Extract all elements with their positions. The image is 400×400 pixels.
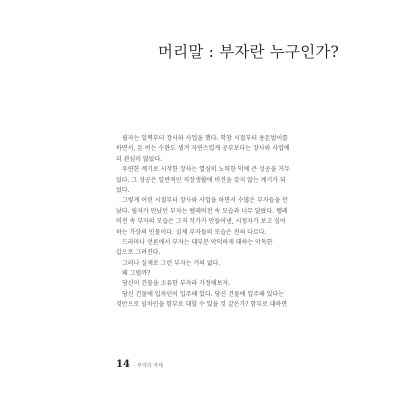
body-line: 필자는 일찍부터 장사와 사업을 했다. 학창 시절부터 용돈벌이를 <box>122 135 288 142</box>
body-line: 것만으로 임차인을 함부로 대할 수 있을 것 같은가? 함부로 대하면 <box>116 301 288 309</box>
body-line: 왜 그럴까? <box>122 270 151 278</box>
body-line: 그러나 실제로 그런 부자는 거의 없다. <box>122 259 221 267</box>
chapter-title: 머리말 : 부자란 누구인가? <box>158 43 340 61</box>
body-line: 었다. <box>116 186 130 194</box>
body-line: 당신 건물에 입차인이 입주해 있다. 당신 건물에 입주해 있다는 <box>122 290 285 298</box>
body-line: 났다. 필자가 만났던 부자는 텔레비전 속 모습과 너무 달랐다. 텔레 <box>116 207 288 215</box>
body-line: 더 관심이 많았다. <box>116 155 163 163</box>
body-line: 당신이 건물을 소유한 부자라 가정해보자. <box>122 280 231 288</box>
body-line: 우연한 계기로 시작한 장사는 열심히 노력한 덕에 큰 성공을 거두 <box>122 166 290 174</box>
body-line: 그렇게 어린 시절부터 장사와 사업을 하면서 수많은 부자들을 만 <box>122 197 288 205</box>
body-line: 었다. 그 성공은 일반적인 직장생활에 비견을 갖지 않는 계기가 되 <box>116 176 286 184</box>
body-text <box>116 134 398 311</box>
body-line: 비전 속 부자의 모습은 그저 작가가 만들어낸, 시청자가 보고 싶어 <box>116 218 286 226</box>
page-number: 14 <box>116 359 130 370</box>
body-line: 하는 가상의 인물이다. 실제 부자들의 모습은 전혀 다르다. <box>116 228 267 236</box>
body-line: 하면서, 돈 버는 수완도 생겨 자연스럽게 공부보다는 장사와 사업에 <box>116 145 290 153</box>
page-footer <box>116 359 163 370</box>
body-line: 드라마나 언론에서 부자는 대부분 악덕하게 대하는 악독한 <box>122 238 273 246</box>
running-title: · 부자의 자세 <box>133 363 163 369</box>
body-line: 갑으로 그려진다. <box>116 249 161 257</box>
